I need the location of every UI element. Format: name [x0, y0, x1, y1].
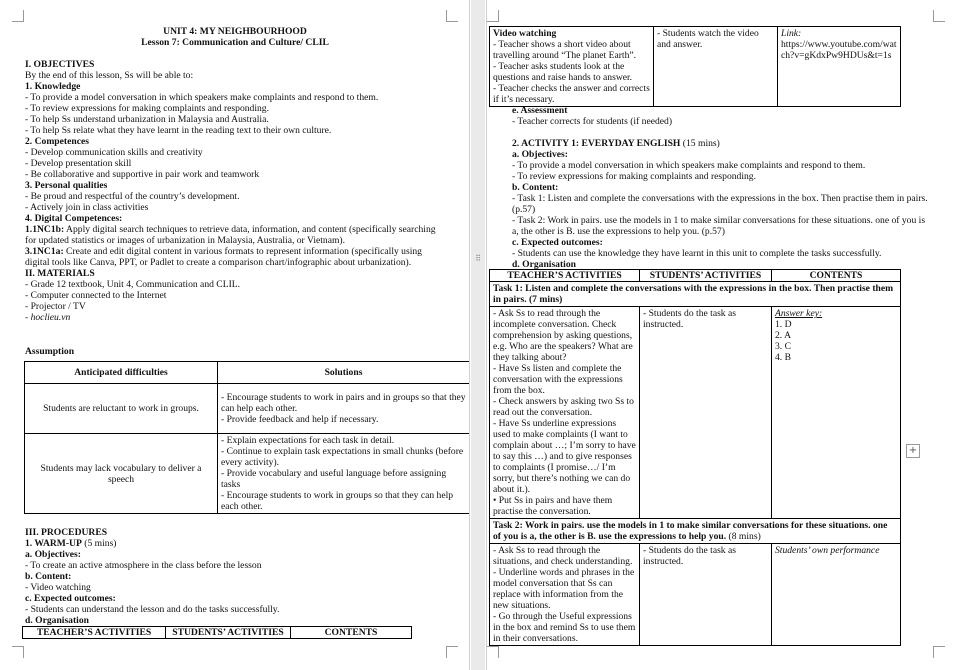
link-label: Link:	[781, 28, 802, 39]
text-line	[25, 202, 470, 213]
answer-list	[775, 319, 897, 363]
table-row	[25, 384, 470, 434]
text-line	[512, 116, 952, 127]
task2-title: Task 2: Work in pairs. use the models in 1 to make similar conversations for these situations. one of you is a, the other is B. use the expressions to help you.	[493, 520, 888, 542]
section-heading	[25, 571, 470, 582]
text-line	[25, 257, 470, 268]
line-text: 2. Competences	[25, 136, 89, 147]
task2-title-cell	[490, 519, 901, 544]
line-text: - To help Ss understand urbanization in Malaysia and Australia.	[25, 114, 269, 125]
solution-item: - Encourage students to work in pairs and in groups so that they can help each other.	[221, 392, 466, 414]
section-heading	[25, 615, 470, 626]
line-text: I. OBJECTIVES	[25, 59, 95, 70]
line-text: 4. Digital Competences:	[25, 213, 123, 224]
line-text: a. Objectives:	[25, 549, 81, 560]
line-text: - Be collaborative and supportive in pair work and teamwork	[25, 169, 260, 180]
teacher-step: - Ask Ss to read through the incomplete conversation. Check comprehension by asking questions, e.g. Who are the speakers? What are they talking about?	[493, 308, 633, 363]
line-text: b. Content:	[25, 571, 72, 582]
table-row	[490, 544, 901, 646]
line-text: - To provide a model conversation in which speakers make complaints and respond to them.	[512, 160, 866, 171]
activity-section	[512, 138, 956, 270]
line-text: - To create an active atmosphere in the class before the lesson	[25, 560, 262, 571]
difficulty-cell: Students are reluctant to work in groups.	[25, 384, 218, 434]
line-text: - Projector / TV	[25, 301, 86, 312]
line-text: 2. ACTIVITY 1: EVERYDAY ENGLISH	[512, 138, 681, 149]
table-row	[490, 307, 901, 519]
teacher-step: - Have Ss listen and complete the conversation with the expressions from the box.	[493, 363, 623, 396]
line-text: b. Content:	[512, 182, 559, 193]
warmup-table	[489, 26, 901, 107]
organisation-table-header	[22, 626, 412, 639]
text-line	[25, 301, 470, 312]
line-text-rest: Create and edit digital content in various formats to represent information (specifically using	[63, 246, 422, 257]
answer-item: 4. B	[775, 352, 791, 363]
text-line	[25, 92, 470, 103]
section-heading	[512, 138, 956, 149]
section-heading	[512, 237, 956, 248]
line-text: a. Objectives:	[512, 149, 568, 160]
line-text: - Task 1: Listen and complete the conversations with the expressions in the box. Then practise them in pairs.	[512, 193, 928, 204]
section-heading	[25, 81, 470, 92]
crop-mark	[933, 646, 945, 658]
line-text: d. Organisation	[512, 259, 576, 270]
text-line	[512, 248, 956, 259]
line-text: - Actively join in class activities	[25, 202, 149, 213]
text-line	[512, 171, 956, 182]
line-text: 1. WARM-UP	[25, 538, 82, 549]
section-heading	[25, 538, 470, 549]
unit-title: UNIT 4: MY NEIGHBOURHOOD	[163, 26, 307, 37]
text-line	[25, 114, 470, 125]
students-activities-cell: - Students watch the video and answer.	[654, 27, 778, 107]
text-line	[25, 312, 470, 323]
text-line	[25, 125, 470, 136]
teacher-step: - Check answers by asking two Ss to read out the conversation.	[493, 396, 634, 418]
text-line	[25, 235, 470, 246]
task1-title: Task 1: Listen and complete the conversations with the expressions in the box. Then practise them in pairs. (7 mins)	[490, 282, 901, 307]
section-heading	[25, 213, 470, 224]
contents-cell: Students’ own performance	[772, 544, 901, 646]
assumption-label: Assumption	[25, 346, 75, 357]
text-line	[25, 158, 470, 169]
document-page-left	[0, 0, 470, 670]
section-heading	[25, 180, 470, 191]
text-line	[25, 103, 470, 114]
section-heading	[512, 149, 956, 160]
table-row	[490, 27, 901, 107]
contents-cell	[772, 307, 901, 519]
line-text: - To review expressions for making complaints and responding.	[25, 103, 270, 114]
line-text: III. PROCEDURES	[25, 527, 108, 538]
table-header: Solutions	[218, 362, 470, 384]
students-activities-cell: - Students do the task as instructed.	[640, 544, 772, 646]
line-text: - Grade 12 textbook, Unit 4, Communication and CLIL.	[25, 279, 241, 290]
line-text: - Students can use the knowledge they have learnt in this unit to complete the tasks successfully.	[512, 248, 882, 259]
section-heading	[25, 593, 470, 604]
line-text: 1. Knowledge	[25, 81, 81, 92]
line-text: - Video watching	[25, 582, 91, 593]
line-text: - Develop presentation skill	[25, 158, 132, 169]
table-header: TEACHER’S ACTIVITIES	[23, 627, 166, 639]
video-link[interactable]: https://www.youtube.com/watch?v=gKdxPw9HDUs&t=1s	[781, 39, 897, 61]
line-text: 3.1NC1a:	[25, 246, 64, 257]
line-text: - Teacher corrects for students (if needed)	[512, 116, 673, 127]
line-text: By the end of this lesson, Ss will be able to:	[25, 70, 194, 81]
line-text: c. Expected outcomes:	[512, 237, 603, 248]
teacher-step: - Teacher shows a short video about travelling around “The planet Earth”.	[493, 39, 637, 61]
text-line	[512, 160, 956, 171]
line-text: for updated statistics or images of urbanization in Malaysia, Australia, or Vietnam).	[25, 235, 346, 246]
solution-item: - Provide vocabulary and useful language before assigning tasks	[221, 468, 447, 490]
crop-mark	[487, 646, 499, 658]
line-text: a, the other is B. use the expressions to help you. (p.57)	[512, 226, 725, 237]
text-line	[25, 70, 470, 81]
line-text: - To provide a model conversation in which speakers make complaints and respond to them.	[25, 92, 379, 103]
solutions-cell	[218, 434, 470, 514]
table-row	[25, 434, 470, 514]
line-text: c. Expected outcomes:	[25, 593, 116, 604]
section-heading	[25, 59, 470, 70]
line-text-rest: (15 mins)	[680, 138, 720, 149]
text-line	[25, 147, 470, 158]
line-text: digital tools like Canva, PPT, or Padlet to create a comparison chart/infographic about urbanization).	[25, 257, 412, 268]
add-row-button[interactable]: +	[906, 444, 920, 458]
text-line	[512, 215, 956, 226]
line-text-rest: (5 mins)	[81, 538, 117, 549]
teacher-step: - Teacher checks the answer and corrects if it’s necessary.	[493, 83, 650, 105]
table-row	[490, 519, 901, 544]
section-heading	[25, 224, 470, 235]
text-line	[512, 193, 956, 204]
task2-time: (8 mins)	[728, 531, 761, 542]
assumption-table	[24, 361, 470, 514]
crop-mark	[933, 10, 945, 22]
section-heading	[25, 136, 470, 147]
difficulty-cell: Students may lack vocabulary to deliver a speech	[25, 434, 218, 514]
document-page-right	[486, 0, 956, 670]
section-heading	[512, 105, 952, 116]
line-text: - Develop communication skills and creativity	[25, 147, 203, 158]
table-header: TEACHER’S ACTIVITIES	[490, 270, 640, 282]
answer-item: 3. C	[775, 341, 791, 352]
section-heading	[512, 182, 956, 193]
line-text: - Students can understand the lesson and do the tasks successfully.	[25, 604, 280, 615]
line-text: - Be proud and respectful of the country’s development.	[25, 191, 240, 202]
answer-item: 1. D	[775, 319, 792, 330]
text-line	[25, 279, 470, 290]
crop-mark	[487, 10, 499, 22]
crop-mark	[12, 10, 24, 22]
text-line	[25, 290, 470, 301]
section-heading	[25, 527, 470, 538]
table-header: STUDENTS’ ACTIVITIES	[166, 627, 291, 639]
objectives-section	[25, 59, 470, 323]
drag-handle-icon[interactable]: ⠿	[475, 254, 481, 263]
students-activities-cell: - Students do the task as instructed.	[640, 307, 772, 519]
activity-title: Video watching	[493, 28, 557, 39]
teacher-step: • Put Ss in pairs and have them practise the conversation.	[493, 495, 613, 517]
section-heading	[25, 268, 470, 279]
text-line	[25, 560, 470, 571]
teacher-step: - Go through the Useful expressions in the box and remind Ss to use them in their conversations.	[493, 611, 636, 644]
line-text: 3. Personal qualities	[25, 180, 108, 191]
table-header: Anticipated difficulties	[25, 362, 218, 384]
lesson-title: Lesson 7: Communication and Culture/ CLIL	[141, 37, 329, 48]
procedures-section	[25, 527, 470, 626]
answer-key-label: Answer key:	[775, 308, 823, 319]
table-row	[490, 282, 901, 307]
teacher-activities-cell	[490, 27, 654, 107]
table-header: STUDENTS’ ACTIVITIES	[640, 270, 772, 282]
line-text: - To review expressions for making complaints and responding.	[512, 171, 757, 182]
line-text: d. Organisation	[25, 615, 89, 626]
teacher-step: - Underline words and phrases in the model conversation that Ss can replace with information from the new situations.	[493, 567, 635, 611]
section-heading	[25, 549, 470, 560]
text-line	[512, 226, 956, 237]
teacher-step: - Have Ss underline expressions used to make complaints (I want to complain about …; I’m sorry to have to say this …) and to give responses to complaints (I promise…/ I’m sorry, but there’s nothing we can do about it.).	[493, 418, 636, 495]
teacher-activities-cell	[490, 307, 640, 519]
answer-item: 2. A	[775, 330, 791, 341]
contents-cell	[778, 27, 901, 107]
teacher-activities-cell	[490, 544, 640, 646]
line-text: e. Assessment	[512, 105, 568, 116]
page-gutter	[471, 0, 485, 670]
solutions-cell	[218, 384, 470, 434]
text-line	[25, 582, 470, 593]
line-text: - Task 2: Work in pairs. use the models in 1 to make similar conversations for these situations. one of you is	[512, 215, 926, 226]
teacher-step: - Teacher asks students look at the questions and raise hands to answer.	[493, 61, 633, 83]
solution-item: - Explain expectations for each task in detail.	[221, 435, 395, 446]
text-line	[25, 604, 470, 615]
crop-mark	[446, 10, 458, 22]
text-line	[25, 191, 470, 202]
line-text: II. MATERIALS	[25, 268, 95, 279]
line-text: - hoclieu.vn	[25, 312, 71, 323]
table-header: CONTENTS	[772, 270, 901, 282]
line-text: 1.1NC1b:	[25, 224, 65, 235]
line-text-rest: Apply digital search techniques to retrieve data, information, and content (specifically searching	[64, 224, 436, 235]
crop-mark	[12, 646, 24, 658]
activity-table	[489, 269, 901, 646]
solution-item: - Provide feedback and help if necessary.	[221, 414, 379, 425]
section-heading	[25, 246, 470, 257]
table-header: CONTENTS	[291, 627, 412, 639]
solution-item: - Encourage students to work in groups so that they can help each other.	[221, 490, 454, 512]
crop-mark	[446, 646, 458, 658]
solution-item: - Continue to explain task expectations in small chunks (before every activity).	[221, 446, 464, 468]
line-text: - Computer connected to the Internet	[25, 290, 167, 301]
text-line	[25, 169, 470, 180]
text-line	[512, 204, 956, 215]
line-text: (p.57)	[512, 204, 536, 215]
line-text: - To help Ss relate what they have learnt in the reading text to their own culture.	[25, 125, 332, 136]
assessment-section	[512, 105, 952, 127]
teacher-step: - Ask Ss to read through the situations, and check understanding.	[493, 545, 633, 567]
